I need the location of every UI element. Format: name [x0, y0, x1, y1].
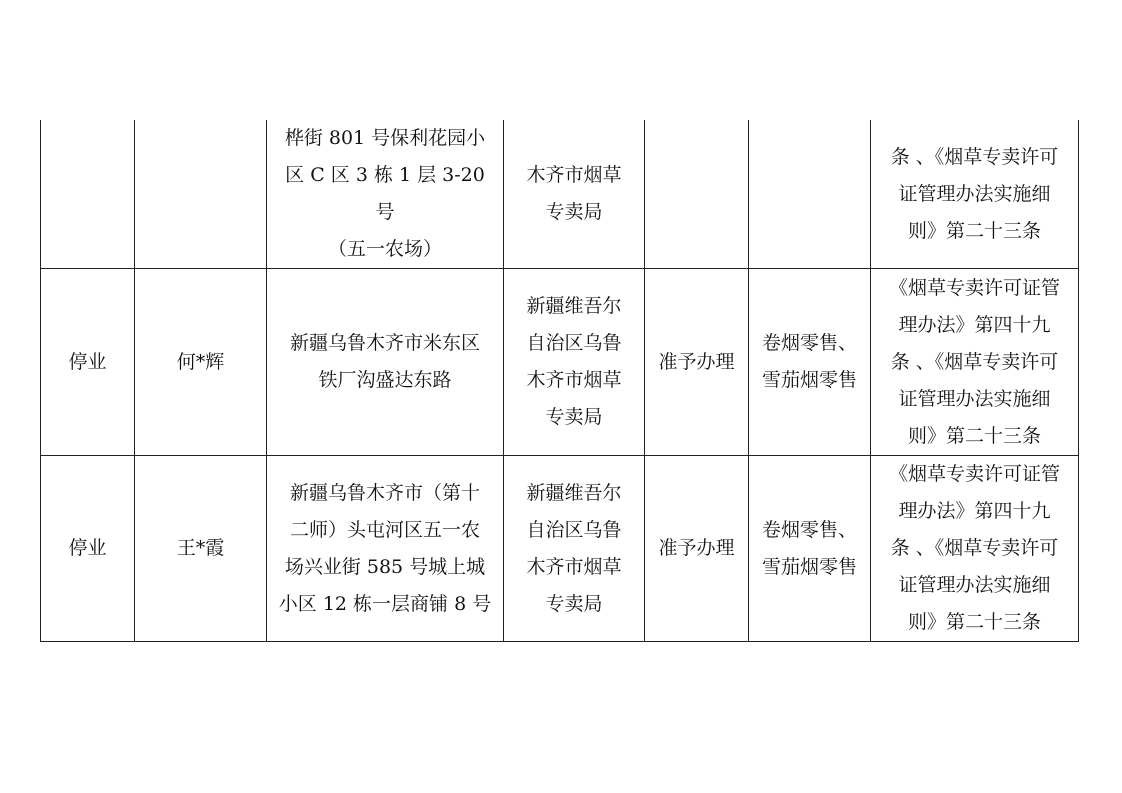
- address-cell: 桦街 801 号保利花园小 区 C 区 3 栋 1 层 3-20 号 （五一农场）: [267, 120, 504, 269]
- name-cell: 何*辉: [135, 269, 267, 456]
- address-cell: 新疆乌鲁木齐市米东区 铁厂沟盛达东路: [267, 269, 504, 456]
- decision-cell: 准予办理: [645, 456, 749, 642]
- address-cell: 新疆乌鲁木齐市（第十 二师）头屯河区五一农 场兴业街 585 号城上城 小区 12 栋一层商铺 8 号: [267, 456, 504, 642]
- status-cell: 停业: [41, 269, 135, 456]
- authority-cell: 新疆维吾尔 自治区乌鲁 木齐市烟草 专卖局: [504, 269, 645, 456]
- table-row: [41, 269, 1079, 456]
- authority-cell: 新疆维吾尔 自治区乌鲁 木齐市烟草 专卖局: [504, 456, 645, 642]
- basis-cell: 《烟草专卖许可证管 理办法》第四十九 条 、《烟草专卖许可 证管理办法实施细 则》第二十三条: [871, 456, 1079, 642]
- name-cell: [135, 120, 267, 269]
- scope-cell: 卷烟零售、 雪茄烟零售: [749, 456, 871, 642]
- table-row: [41, 120, 1079, 269]
- status-cell: 停业: [41, 456, 135, 642]
- name-cell: 王*霞: [135, 456, 267, 642]
- authority-cell: 木齐市烟草 专卖局: [504, 120, 645, 269]
- basis-cell: 条 、《烟草专卖许可 证管理办法实施细 则》第二十三条: [871, 120, 1079, 269]
- table-row: [41, 456, 1079, 642]
- scope-cell: [749, 120, 871, 269]
- basis-cell: 《烟草专卖许可证管 理办法》第四十九 条 、《烟草专卖许可 证管理办法实施细 则》第二十三条: [871, 269, 1079, 456]
- scope-cell: 卷烟零售、 雪茄烟零售: [749, 269, 871, 456]
- license-table: [40, 120, 1079, 642]
- decision-cell: 准予办理: [645, 269, 749, 456]
- decision-cell: [645, 120, 749, 269]
- status-cell: [41, 120, 135, 269]
